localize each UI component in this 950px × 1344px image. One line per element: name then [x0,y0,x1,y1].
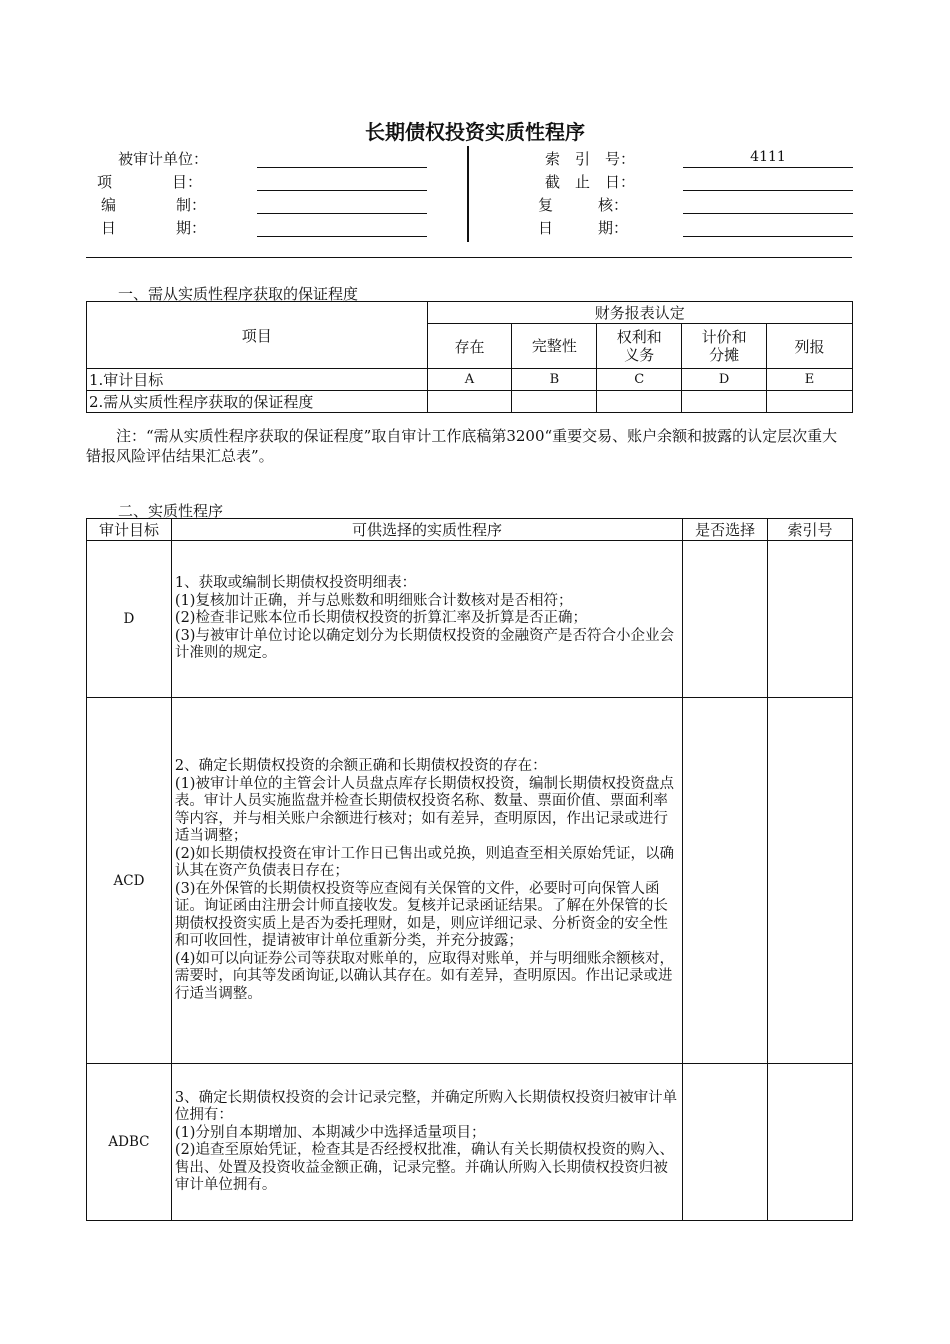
col-header-index: 索引号 [768,519,853,541]
objective-cell: C [597,369,682,391]
procedure-text [171,541,682,698]
procedure-objective: D [87,541,172,698]
procedure-text-body: 3、确定长期债权投资的会计记录完整，并确定所购入长期债权投资归被审计单位拥有： (1)分别自本期增加、本期减少中选择适量项目； (2)追查至原始凭证，检查其是否经授权批准，确认有关长期债权投资的购入、售出、处置及投资收益金额正确，记录完整。并确认所购入长期债权投资归被审计单位拥有。 [174,1089,678,1193]
assertion-header-existence: 存在 [427,324,512,369]
header-value-date-left[interactable] [257,215,427,237]
procedure-text-body: 1、获取或编制长期债权投资明细表： (1)复核加计正确，并与总账数和明细账合计数核对是否相符； (2)检查非记账本位币长期债权投资的折算汇率及折算是否正确； (3)与被审计单位讨论以确定划分为长期债权投资的金融资产是否符合小企业会计准则的规定。 [174,575,674,662]
header-value-index[interactable]: 4111 [683,146,853,168]
header-value-cutoff[interactable] [683,169,853,191]
col-group-header: 财务报表认定 [427,302,852,324]
procedure-index[interactable] [768,698,853,1064]
assertion-header-presentation: 列报 [767,324,853,369]
assurance-cell[interactable] [682,391,767,413]
header-value-unit[interactable] [257,146,427,168]
procedure-objective: ADBC [87,1064,172,1221]
col-item-header: 项目 [87,302,428,369]
assurance-cell[interactable] [427,391,512,413]
header-divider [467,146,469,242]
procedure-text [171,1064,682,1221]
header-label-date-right: 日 期： [538,219,629,237]
header-label-date-left: 日 期： [101,219,207,237]
objective-cell: E [767,369,853,391]
header-label-unit: 被审计单位： [118,150,209,168]
header-label-index: 索 引 号： [545,150,636,168]
header-label-prepared: 编 制： [101,196,207,214]
procedure-objective: ACD [87,698,172,1064]
header-value-project[interactable] [257,169,427,191]
note-text: 注：“需从实质性程序获取的保证程度”取自审计工作底稿第3200“重要交易、账户余额和披露的认定层次重大错报风险评估结果汇总表”。 [86,427,838,465]
header-label-project: 项 目： [97,173,203,191]
row-label-assurance: 2.需从实质性程序获取的保证程度 [87,391,428,413]
header-label-cutoff: 截 止 日： [545,173,636,191]
objective-cell: D [682,369,767,391]
page-title: 长期债权投资实质性程序 [365,120,585,144]
assertion-header-valuation: 计价和 分摊 [682,324,767,369]
section2-heading: 二、实质性程序 [118,502,224,520]
assurance-cell[interactable] [597,391,682,413]
objective-cell: A [427,369,512,391]
section1-heading: 一、需从实质性程序获取的保证程度 [118,285,359,303]
procedure-index[interactable] [768,1064,853,1221]
header-value-review[interactable] [683,192,853,214]
objective-cell: B [512,369,597,391]
col-header-objective: 审计目标 [87,519,172,541]
assertion-header-rights: 权利和 义务 [597,324,682,369]
procedure-selected[interactable] [683,541,768,698]
procedure-index[interactable] [768,541,853,698]
col-header-procedure: 可供选择的实质性程序 [171,519,682,541]
procedures-table [86,518,853,1221]
header-rule [86,257,852,258]
header-value-prepared[interactable] [257,192,427,214]
assurance-cell[interactable] [767,391,853,413]
procedure-text-body: 2、确定长期债权投资的余额正确和长期债权投资的存在： (1)被审计单位的主管会计人员盘点库存长期债权投资，编制长期债权投资盘点表。审计人员实施监盘并检查长期债权投资名称、数量、票面价值、票面利率等内容，并与相关账户余额进行核对；如有差异，查明原因，作出记录或进行适当调整； (2)如长期债权投资在审计工作日已售出或兑换，则追查至相关原始凭证，以确认其在资产负债表日存在； (3)在外保管的长期债权投资等应查阅有关保管的文件，必要时可向保管人函证。询证函由注册会计师直接收发。复核并记录函证结果。了解在外保管的长期债权投资实质上是否为委托理财，如是，则应详细记录、分析资金的安全性和可收回性，提请被审计单位重新分类，并充分披露； (4)如可以向证券公司等获取对账单的，应取得对账单，并与明细账余额核对，需要时，向其等发函询证,以确认其存在。如有差异，查明原因。作出记录或进行适当调整。 [174,758,674,1002]
row-label-objective: 1.审计目标 [87,369,428,391]
header-value-date-right[interactable] [683,215,853,237]
assertion-header-completeness: 完整性 [512,324,597,369]
assurance-table [86,301,853,413]
procedure-selected[interactable] [683,698,768,1064]
col-header-selected: 是否选择 [683,519,768,541]
header-label-review: 复 核： [538,196,629,214]
assurance-cell[interactable] [512,391,597,413]
procedure-text [171,698,682,1064]
procedure-selected[interactable] [683,1064,768,1221]
